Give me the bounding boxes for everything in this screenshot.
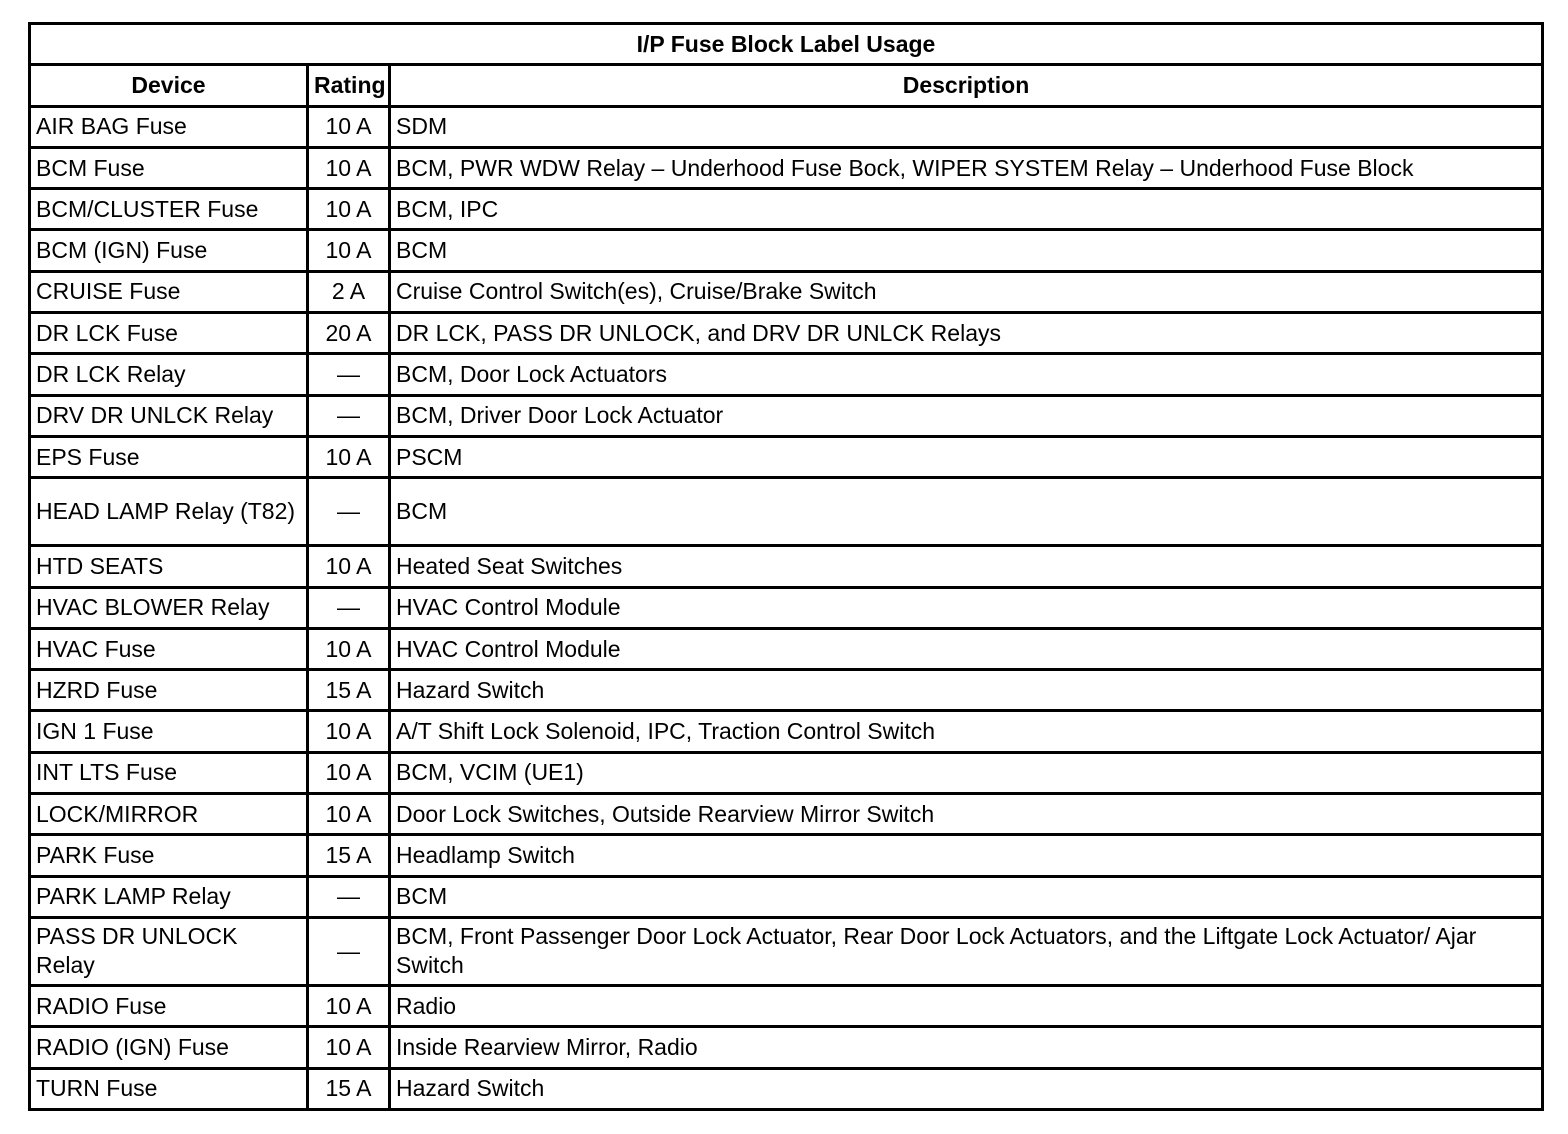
rating-cell: 20 A [308, 313, 390, 354]
device-cell: BCM (IGN) Fuse [30, 230, 308, 271]
device-cell: INT LTS Fuse [30, 752, 308, 793]
fuse-block-table [28, 22, 1544, 1111]
description-cell: Heated Seat Switches [390, 546, 1543, 587]
rating-cell: — [308, 876, 390, 917]
device-cell: PARK LAMP Relay [30, 876, 308, 917]
table-title-row [30, 24, 1543, 65]
header-rating: Rating [308, 65, 390, 106]
description-cell: Door Lock Switches, Outside Rearview Mirror Switch [390, 794, 1543, 835]
device-cell: DR LCK Relay [30, 354, 308, 395]
table-row [30, 628, 1543, 669]
table-row [30, 354, 1543, 395]
rating-cell: — [308, 395, 390, 436]
device-cell: HVAC BLOWER Relay [30, 587, 308, 628]
table-row [30, 794, 1543, 835]
table-row [30, 587, 1543, 628]
rating-cell: 10 A [308, 106, 390, 147]
rating-cell: 10 A [308, 985, 390, 1026]
rating-cell: 2 A [308, 271, 390, 312]
table-row [30, 835, 1543, 876]
device-cell: CRUISE Fuse [30, 271, 308, 312]
table-row [30, 395, 1543, 436]
table-row [30, 189, 1543, 230]
rating-cell: 10 A [308, 436, 390, 477]
description-cell: SDM [390, 106, 1543, 147]
header-description: Description [390, 65, 1543, 106]
device-cell: DR LCK Fuse [30, 313, 308, 354]
device-cell: BCM Fuse [30, 147, 308, 188]
description-cell: Hazard Switch [390, 1068, 1543, 1109]
table-row [30, 917, 1543, 985]
table-row [30, 711, 1543, 752]
rating-cell: 10 A [308, 546, 390, 587]
description-cell: BCM, VCIM (UE1) [390, 752, 1543, 793]
table-row [30, 106, 1543, 147]
rating-cell: 10 A [308, 230, 390, 271]
description-cell: DR LCK, PASS DR UNLOCK, and DRV DR UNLCK Relays [390, 313, 1543, 354]
description-cell: HVAC Control Module [390, 628, 1543, 669]
device-cell: DRV DR UNLCK Relay [30, 395, 308, 436]
rating-cell: — [308, 478, 390, 546]
description-cell: BCM [390, 876, 1543, 917]
description-cell: BCM [390, 230, 1543, 271]
description-cell: BCM [390, 478, 1543, 546]
table-row [30, 478, 1543, 546]
device-cell: HVAC Fuse [30, 628, 308, 669]
table-row [30, 313, 1543, 354]
description-cell: BCM, IPC [390, 189, 1543, 230]
rating-cell: 15 A [308, 1068, 390, 1109]
table-row [30, 436, 1543, 477]
table-row [30, 546, 1543, 587]
rating-cell: 10 A [308, 794, 390, 835]
table-row [30, 752, 1543, 793]
rating-cell: 15 A [308, 670, 390, 711]
rating-cell: 10 A [308, 1027, 390, 1068]
description-cell: BCM, Front Passenger Door Lock Actuator, Rear Door Lock Actuators, and the Liftgate Lock Actuator/ Ajar Switch [390, 917, 1543, 985]
rating-cell: — [308, 354, 390, 395]
device-cell: EPS Fuse [30, 436, 308, 477]
rating-cell: 10 A [308, 711, 390, 752]
description-cell: BCM, Driver Door Lock Actuator [390, 395, 1543, 436]
device-cell: HTD SEATS [30, 546, 308, 587]
device-cell: TURN Fuse [30, 1068, 308, 1109]
table-row [30, 147, 1543, 188]
table-row [30, 271, 1543, 312]
device-cell: AIR BAG Fuse [30, 106, 308, 147]
table-row [30, 670, 1543, 711]
rating-cell: 15 A [308, 835, 390, 876]
rating-cell: 10 A [308, 752, 390, 793]
description-cell: BCM, Door Lock Actuators [390, 354, 1543, 395]
table-row [30, 1027, 1543, 1068]
rating-cell: — [308, 917, 390, 985]
device-cell: HZRD Fuse [30, 670, 308, 711]
table-row [30, 876, 1543, 917]
description-cell: Headlamp Switch [390, 835, 1543, 876]
device-cell: HEAD LAMP Relay (T82) [30, 478, 308, 546]
device-cell: RADIO Fuse [30, 985, 308, 1026]
description-cell: HVAC Control Module [390, 587, 1543, 628]
description-cell: BCM, PWR WDW Relay – Underhood Fuse Bock, WIPER SYSTEM Relay – Underhood Fuse Block [390, 147, 1543, 188]
device-cell: PASS DR UNLOCK Relay [30, 917, 308, 985]
table-title: I/P Fuse Block Label Usage [30, 24, 1543, 65]
rating-cell: — [308, 587, 390, 628]
table-row [30, 985, 1543, 1026]
rating-cell: 10 A [308, 189, 390, 230]
device-cell: PARK Fuse [30, 835, 308, 876]
table-row [30, 1068, 1543, 1109]
rating-cell: 10 A [308, 147, 390, 188]
table-header-row [30, 65, 1543, 106]
description-cell: Radio [390, 985, 1543, 1026]
description-cell: A/T Shift Lock Solenoid, IPC, Traction Control Switch [390, 711, 1543, 752]
device-cell: BCM/CLUSTER Fuse [30, 189, 308, 230]
header-device: Device [30, 65, 308, 106]
description-cell: Inside Rearview Mirror, Radio [390, 1027, 1543, 1068]
device-cell: RADIO (IGN) Fuse [30, 1027, 308, 1068]
rating-cell: 10 A [308, 628, 390, 669]
device-cell: IGN 1 Fuse [30, 711, 308, 752]
description-cell: PSCM [390, 436, 1543, 477]
table-row [30, 230, 1543, 271]
description-cell: Hazard Switch [390, 670, 1543, 711]
description-cell: Cruise Control Switch(es), Cruise/Brake Switch [390, 271, 1543, 312]
device-cell: LOCK/MIRROR [30, 794, 308, 835]
